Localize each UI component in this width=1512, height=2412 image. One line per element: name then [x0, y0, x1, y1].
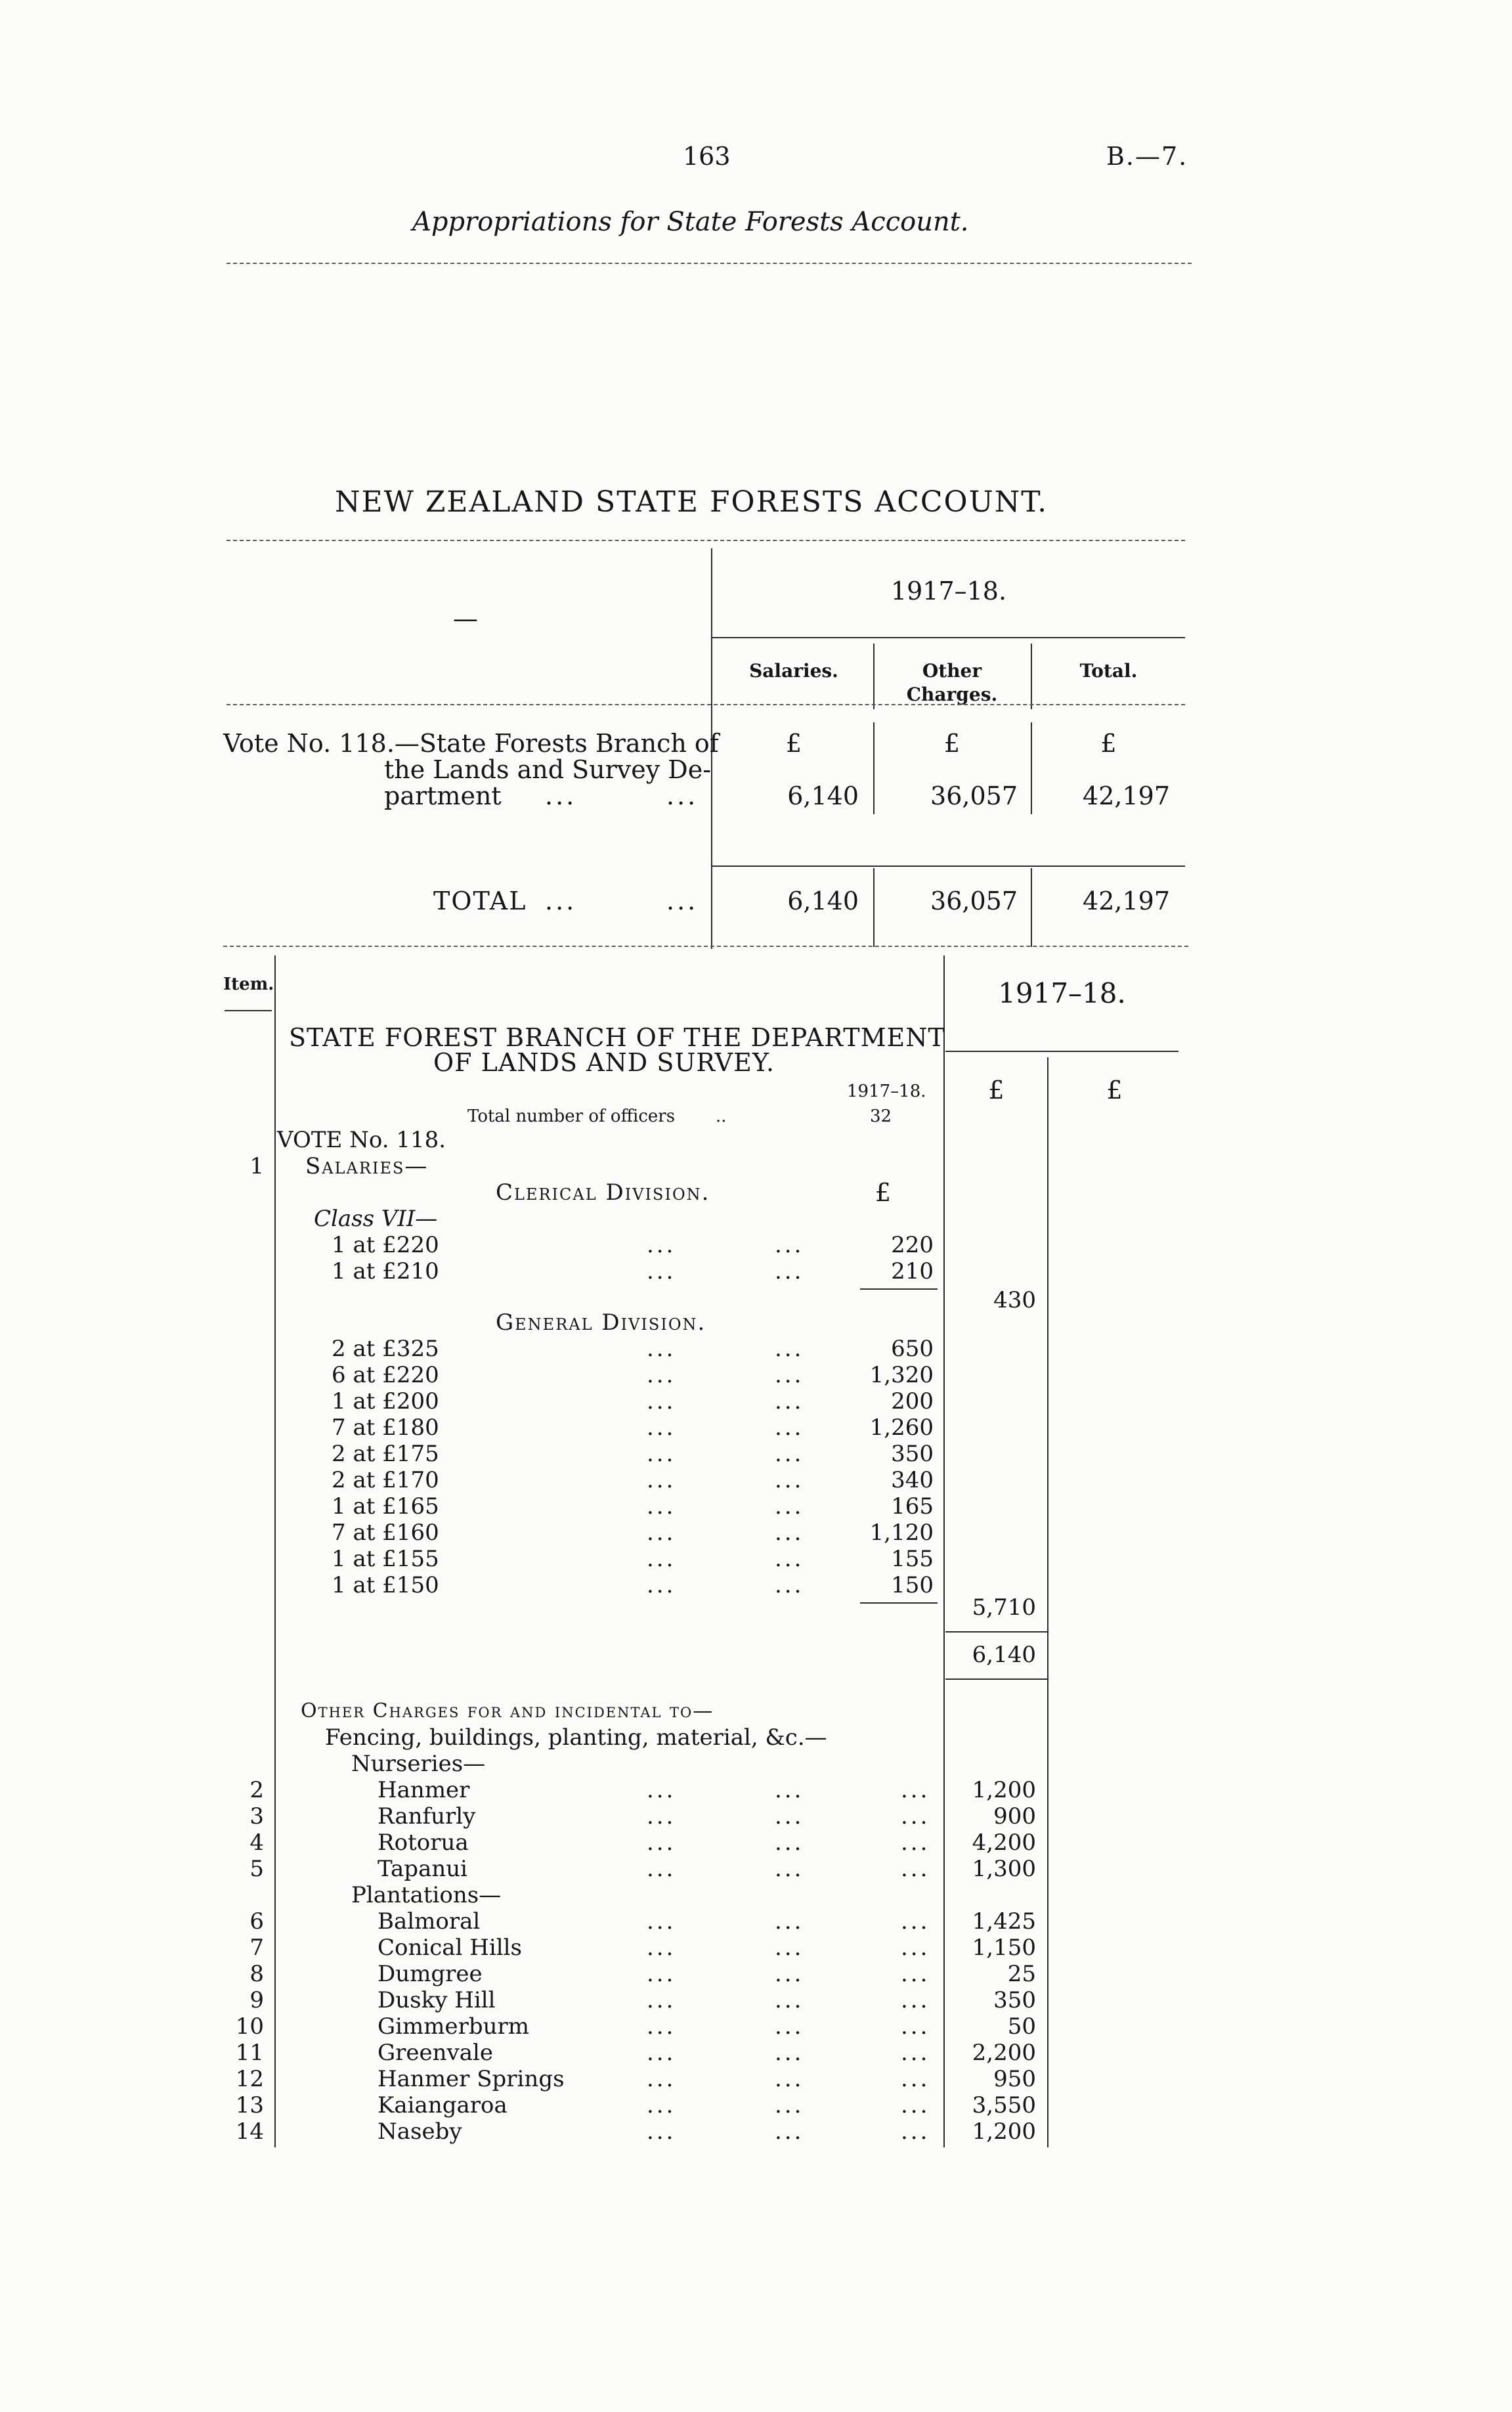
officers-count: 32 — [870, 1107, 892, 1126]
item-number: 12 — [235, 2066, 264, 2092]
amount-inner-divider — [1047, 1057, 1048, 2147]
salary-grade-label: 7 at £160 — [332, 1520, 439, 1546]
total-other-amount: 36,057 — [930, 887, 1018, 915]
vote-salaries-amount: 6,140 — [787, 781, 859, 810]
leader-dots: ... — [901, 2092, 930, 2118]
officers-year-label: 1917–18. — [847, 1082, 926, 1101]
item-number: 9 — [249, 1987, 264, 2013]
salaries-label: Salaries— — [305, 1153, 429, 1179]
officers-label: Total number of officers — [467, 1107, 676, 1126]
leader-dots: ... — [647, 1493, 676, 1520]
general-subtotal: 5,710 — [972, 1594, 1036, 1621]
charge-amount: 950 — [993, 2066, 1036, 2092]
salary-grade-amount: 150 — [891, 1572, 934, 1598]
leader-dots: ... — [775, 1493, 804, 1520]
salary-grade-label: 1 at £210 — [332, 1258, 439, 1284]
vote-other-amount: 36,057 — [930, 781, 1018, 810]
leader-dots: ... — [775, 1258, 804, 1284]
charge-amount: 4,200 — [972, 1830, 1036, 1856]
location-name: Hanmer — [378, 1777, 470, 1803]
amount-column-divider — [943, 955, 945, 2147]
vote-description-line2: the Lands and Survey De- — [384, 755, 712, 784]
vote-total-amount: 42,197 — [1083, 781, 1170, 810]
leader-dots: ... — [775, 1336, 804, 1362]
salary-grade-label: 2 at £325 — [332, 1336, 439, 1362]
leader-dots: ... — [775, 2092, 804, 2118]
leader-dots: ... — [775, 1546, 804, 1572]
summary-header-rule — [227, 704, 1185, 705]
leader-dots: ... — [901, 1935, 930, 1961]
salary-grade-label: 7 at £180 — [332, 1414, 439, 1441]
summary-year-header: 1917–18. — [890, 577, 1007, 605]
leader-dots: ... — [647, 2092, 676, 2118]
subtitle-rule — [227, 263, 1192, 264]
location-name: Tapanui — [378, 1856, 468, 1882]
vote-leader-dots-2: ... — [666, 781, 699, 810]
leader-dots: ... — [901, 1908, 930, 1935]
plantations-label: Plantations— — [351, 1882, 502, 1908]
salary-grade-amount: 1,120 — [869, 1520, 934, 1546]
detail-currency-col1: £ — [988, 1076, 1004, 1105]
leader-dots: ... — [775, 2013, 804, 2040]
location-name: Dumgree — [378, 1961, 483, 1987]
leader-dots: ... — [775, 1388, 804, 1414]
leader-dots: ... — [775, 1856, 804, 1882]
leader-dots: ... — [647, 1908, 676, 1935]
officers-dots: .. — [716, 1107, 727, 1126]
general-division-label: General Division. — [496, 1309, 706, 1336]
leader-dots: ... — [647, 1441, 676, 1467]
leader-dots: ... — [901, 2013, 930, 2040]
nurseries-label: Nurseries— — [351, 1751, 486, 1777]
salary-grade-amount: 220 — [891, 1232, 934, 1258]
summary-top-rule — [227, 540, 1185, 541]
page-number: 163 — [683, 142, 731, 171]
salary-grade-label: 2 at £170 — [332, 1467, 439, 1493]
summary-bottom-rule — [223, 946, 1188, 947]
leader-dots: ... — [775, 1441, 804, 1467]
salaries-item-number: 1 — [249, 1153, 264, 1179]
location-name: Hanmer Springs — [378, 2066, 565, 2092]
salary-grade-amount: 165 — [891, 1493, 934, 1520]
item-column-header: Item. — [223, 975, 274, 994]
class-vii-label: Class VII— — [314, 1206, 438, 1232]
charge-amount: 1,200 — [972, 1777, 1036, 1803]
charge-amount: 350 — [993, 1987, 1036, 2013]
leader-dots: ... — [901, 1961, 930, 1987]
leader-dots: ... — [647, 1467, 676, 1493]
clerical-division-label: Clerical Division. — [496, 1179, 710, 1206]
charge-amount: 900 — [993, 1803, 1036, 1830]
item-number: 5 — [249, 1856, 264, 1882]
item-column-divider — [274, 955, 276, 2147]
clerical-subtotal: 430 — [993, 1287, 1036, 1313]
item-number: 14 — [235, 2118, 264, 2145]
item-number: 6 — [249, 1908, 264, 1935]
total-total-amount: 42,197 — [1083, 887, 1170, 915]
salary-grade-amount: 650 — [891, 1336, 934, 1362]
salary-grade-amount: 210 — [891, 1258, 934, 1284]
leader-dots: ... — [647, 2040, 676, 2066]
clerical-subtotal-rule — [860, 1288, 938, 1290]
summary-total-rule — [712, 866, 1185, 867]
item-number: 8 — [249, 1961, 264, 1987]
item-number: 2 — [249, 1777, 264, 1803]
account-title: NEW ZEALAND STATE FORESTS ACCOUNT. — [335, 485, 1048, 519]
charge-amount: 25 — [1007, 1961, 1036, 1987]
branch-heading-line2: OF LANDS AND SURVEY. — [433, 1048, 775, 1077]
vote-leader-dots-1: ... — [545, 781, 577, 810]
leader-dots: ... — [901, 1987, 930, 2013]
summary-blank-dash: — — [453, 604, 478, 633]
leader-dots: ... — [775, 1961, 804, 1987]
leader-dots: ... — [647, 2013, 676, 2040]
salary-grade-amount: 1,320 — [869, 1362, 934, 1388]
leader-dots: ... — [901, 1856, 930, 1882]
leader-dots: ... — [647, 1520, 676, 1546]
location-name: Gimmerburm — [378, 2013, 530, 2040]
item-header-rule — [225, 1010, 272, 1011]
leader-dots: ... — [647, 1856, 676, 1882]
detail-year-rule — [945, 1051, 1178, 1052]
item-number: 13 — [235, 2092, 264, 2118]
vote-label: VOTE No. 118. — [277, 1127, 446, 1153]
fencing-label: Fencing, buildings, planting, material, &c.— — [325, 1724, 827, 1751]
detail-year-header: 1917–18. — [998, 977, 1126, 1009]
leader-dots: ... — [901, 1777, 930, 1803]
location-name: Conical Hills — [378, 1935, 522, 1961]
leader-dots: ... — [647, 1572, 676, 1598]
salary-grade-label: 1 at £150 — [332, 1572, 439, 1598]
leader-dots: ... — [775, 1572, 804, 1598]
general-subtotal-rule — [860, 1602, 938, 1604]
leader-dots: ... — [775, 1520, 804, 1546]
item-number: 10 — [235, 2013, 264, 2040]
leader-dots: ... — [647, 1546, 676, 1572]
other-charges-label: Other Charges for and incidental to— — [301, 1699, 714, 1722]
leader-dots: ... — [775, 1467, 804, 1493]
salary-grade-label: 1 at £200 — [332, 1388, 439, 1414]
item-number: 4 — [249, 1830, 264, 1856]
leader-dots: ... — [775, 1830, 804, 1856]
salaries-total: 6,140 — [972, 1642, 1036, 1668]
vote-description-line3: partment — [384, 781, 502, 810]
salary-grade-amount: 340 — [891, 1467, 934, 1493]
location-name: Kaiangaroa — [378, 2092, 508, 2118]
col-other-charges-header: Other Charges. — [906, 660, 998, 705]
charge-amount: 2,200 — [972, 2040, 1036, 2066]
leader-dots: ... — [901, 2118, 930, 2145]
salaries-total-rule-bottom — [945, 1678, 1047, 1680]
charge-amount: 1,425 — [972, 1908, 1036, 1935]
leader-dots: ... — [647, 1362, 676, 1388]
item-number: 7 — [249, 1935, 264, 1961]
clerical-currency: £ — [875, 1178, 892, 1207]
total-salaries-amount: 6,140 — [787, 887, 859, 915]
document-code: B.—7. — [1106, 142, 1188, 171]
salary-grade-label: 1 at £155 — [332, 1546, 439, 1572]
location-name: Naseby — [378, 2118, 462, 2145]
leader-dots: ... — [647, 1414, 676, 1441]
leader-dots: ... — [901, 1803, 930, 1830]
item-number: 3 — [249, 1803, 264, 1830]
leader-dots: ... — [775, 1362, 804, 1388]
page-subtitle: Appropriations for State Forests Account. — [412, 207, 969, 237]
total-currency: £ — [1100, 729, 1117, 758]
salary-grade-amount: 350 — [891, 1441, 934, 1467]
charge-amount: 1,300 — [972, 1856, 1036, 1882]
location-name: Dusky Hill — [378, 1987, 496, 2013]
col-salaries-header: Salaries. — [749, 660, 838, 682]
total-label: TOTAL — [433, 887, 527, 915]
salary-grade-label: 1 at £220 — [332, 1232, 439, 1258]
leader-dots: ... — [775, 1987, 804, 2013]
charge-amount: 1,200 — [972, 2118, 1036, 2145]
leader-dots: ... — [775, 1803, 804, 1830]
location-name: Balmoral — [378, 1908, 481, 1935]
detail-currency-col2: £ — [1106, 1076, 1123, 1105]
location-name: Rotorua — [378, 1830, 469, 1856]
leader-dots: ... — [647, 2118, 676, 2145]
total-leader-dots-1: ... — [545, 887, 577, 915]
leader-dots: ... — [775, 2066, 804, 2092]
leader-dots: ... — [647, 1336, 676, 1362]
salary-grade-amount: 155 — [891, 1546, 934, 1572]
leader-dots: ... — [901, 1830, 930, 1856]
charge-amount: 3,550 — [972, 2092, 1036, 2118]
other-currency: £ — [943, 729, 961, 758]
leader-dots: ... — [647, 1258, 676, 1284]
salary-grade-label: 1 at £165 — [332, 1493, 439, 1520]
leader-dots: ... — [775, 2118, 804, 2145]
col-total-header: Total. — [1079, 660, 1138, 682]
salaries-currency: £ — [785, 729, 802, 758]
leader-dots: ... — [775, 2040, 804, 2066]
salary-grade-label: 6 at £220 — [332, 1362, 439, 1388]
location-name: Greenvale — [378, 2040, 494, 2066]
leader-dots: ... — [901, 2040, 930, 2066]
salary-grade-label: 2 at £175 — [332, 1441, 439, 1467]
leader-dots: ... — [901, 2066, 930, 2092]
charge-amount: 1,150 — [972, 1935, 1036, 1961]
item-number: 11 — [235, 2040, 264, 2066]
branch-heading-line1: STATE FOREST BRANCH OF THE DEPARTMENT — [289, 1023, 945, 1052]
leader-dots: ... — [647, 1830, 676, 1856]
salary-grade-amount: 1,260 — [869, 1414, 934, 1441]
summary-year-rule — [712, 637, 1185, 638]
leader-dots: ... — [647, 1232, 676, 1258]
leader-dots: ... — [647, 1935, 676, 1961]
vote-description-line1: Vote No. 118.—State Forests Branch of — [223, 729, 719, 758]
leader-dots: ... — [647, 1961, 676, 1987]
leader-dots: ... — [775, 1232, 804, 1258]
leader-dots: ... — [647, 1987, 676, 2013]
leader-dots: ... — [775, 1414, 804, 1441]
salary-grade-amount: 200 — [891, 1388, 934, 1414]
leader-dots: ... — [647, 2066, 676, 2092]
leader-dots: ... — [775, 1908, 804, 1935]
charge-amount: 50 — [1007, 2013, 1036, 2040]
leader-dots: ... — [775, 1777, 804, 1803]
leader-dots: ... — [647, 1803, 676, 1830]
location-name: Ranfurly — [378, 1803, 476, 1830]
salaries-total-rule-top — [945, 1631, 1047, 1633]
total-leader-dots-2: ... — [666, 887, 699, 915]
leader-dots: ... — [775, 1935, 804, 1961]
leader-dots: ... — [647, 1777, 676, 1803]
leader-dots: ... — [647, 1388, 676, 1414]
